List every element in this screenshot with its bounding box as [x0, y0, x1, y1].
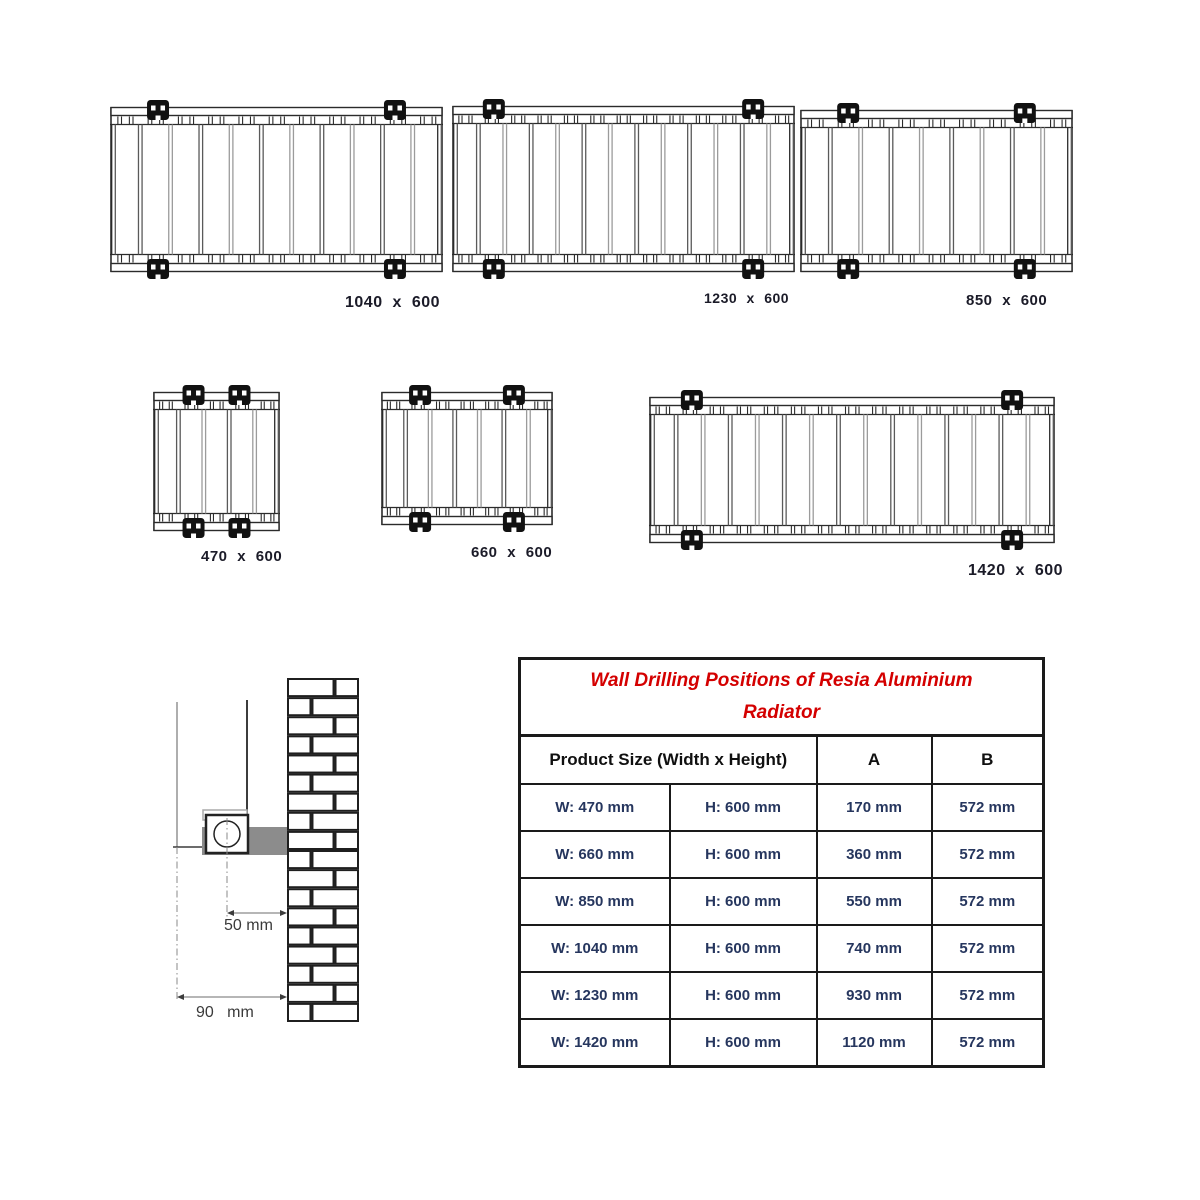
cell-width: W: 470 mm	[520, 784, 670, 831]
table-row	[520, 925, 1044, 972]
table-row	[520, 1019, 1044, 1067]
radiator-diagram-1040x600	[110, 107, 443, 272]
cell-a: 360 mm	[817, 831, 932, 878]
cell-b: 572 mm	[932, 878, 1044, 925]
cell-b: 572 mm	[932, 784, 1044, 831]
cell-a: 740 mm	[817, 925, 932, 972]
table-row	[520, 784, 1044, 831]
cell-b: 572 mm	[932, 925, 1044, 972]
size-label-470x600: 470 x 600	[201, 548, 283, 565]
dimension-label-50mm: 50 mm	[224, 917, 273, 934]
column-header-a: A	[817, 736, 932, 785]
table-row	[520, 878, 1044, 925]
cell-height: H: 600 mm	[670, 972, 817, 1019]
cell-height: H: 600 mm	[670, 925, 817, 972]
cell-b: 572 mm	[932, 972, 1044, 1019]
cell-a: 550 mm	[817, 878, 932, 925]
cell-a: 1120 mm	[817, 1019, 932, 1067]
cell-a: 930 mm	[817, 972, 932, 1019]
cell-a: 170 mm	[817, 784, 932, 831]
cell-b: 572 mm	[932, 1019, 1044, 1067]
column-header-b: B	[932, 736, 1044, 785]
cell-width: W: 850 mm	[520, 878, 670, 925]
cell-height: H: 600 mm	[670, 878, 817, 925]
size-label-1230x600: 1230 x 600	[704, 290, 790, 306]
size-label-850x600: 850 x 600	[966, 292, 1048, 309]
size-label-1420x600: 1420 x 600	[968, 562, 1064, 579]
wall-cross-section-svg	[150, 655, 380, 1035]
table-body	[520, 784, 1044, 1067]
radiator-diagram-1230x600	[452, 106, 795, 272]
cell-b: 572 mm	[932, 831, 1044, 878]
cell-width: W: 1420 mm	[520, 1019, 670, 1067]
cell-height: H: 600 mm	[670, 1019, 817, 1067]
table-row	[520, 972, 1044, 1019]
radiator-diagram-850x600	[800, 110, 1073, 272]
radiator-diagram-470x600	[153, 392, 280, 531]
radiator-diagram-660x600	[381, 392, 553, 525]
cell-width: W: 660 mm	[520, 831, 670, 878]
table-row	[520, 831, 1044, 878]
radiator-diagram-1420x600	[649, 397, 1055, 543]
cell-width: W: 1040 mm	[520, 925, 670, 972]
size-label-1040x600: 1040 x 600	[345, 294, 441, 311]
cell-height: H: 600 mm	[670, 784, 817, 831]
table-title: Wall Drilling Positions of Resia Aluminium Radiator	[520, 659, 1044, 736]
cell-height: H: 600 mm	[670, 831, 817, 878]
drilling-positions-table	[518, 657, 1045, 1068]
wall-mounting-diagram	[150, 655, 380, 1035]
dimension-label-90mm: 90 mm	[196, 1004, 254, 1021]
size-label-660x600: 660 x 600	[471, 544, 553, 561]
cell-width: W: 1230 mm	[520, 972, 670, 1019]
column-header-product-size: Product Size (Width x Height)	[520, 736, 817, 785]
